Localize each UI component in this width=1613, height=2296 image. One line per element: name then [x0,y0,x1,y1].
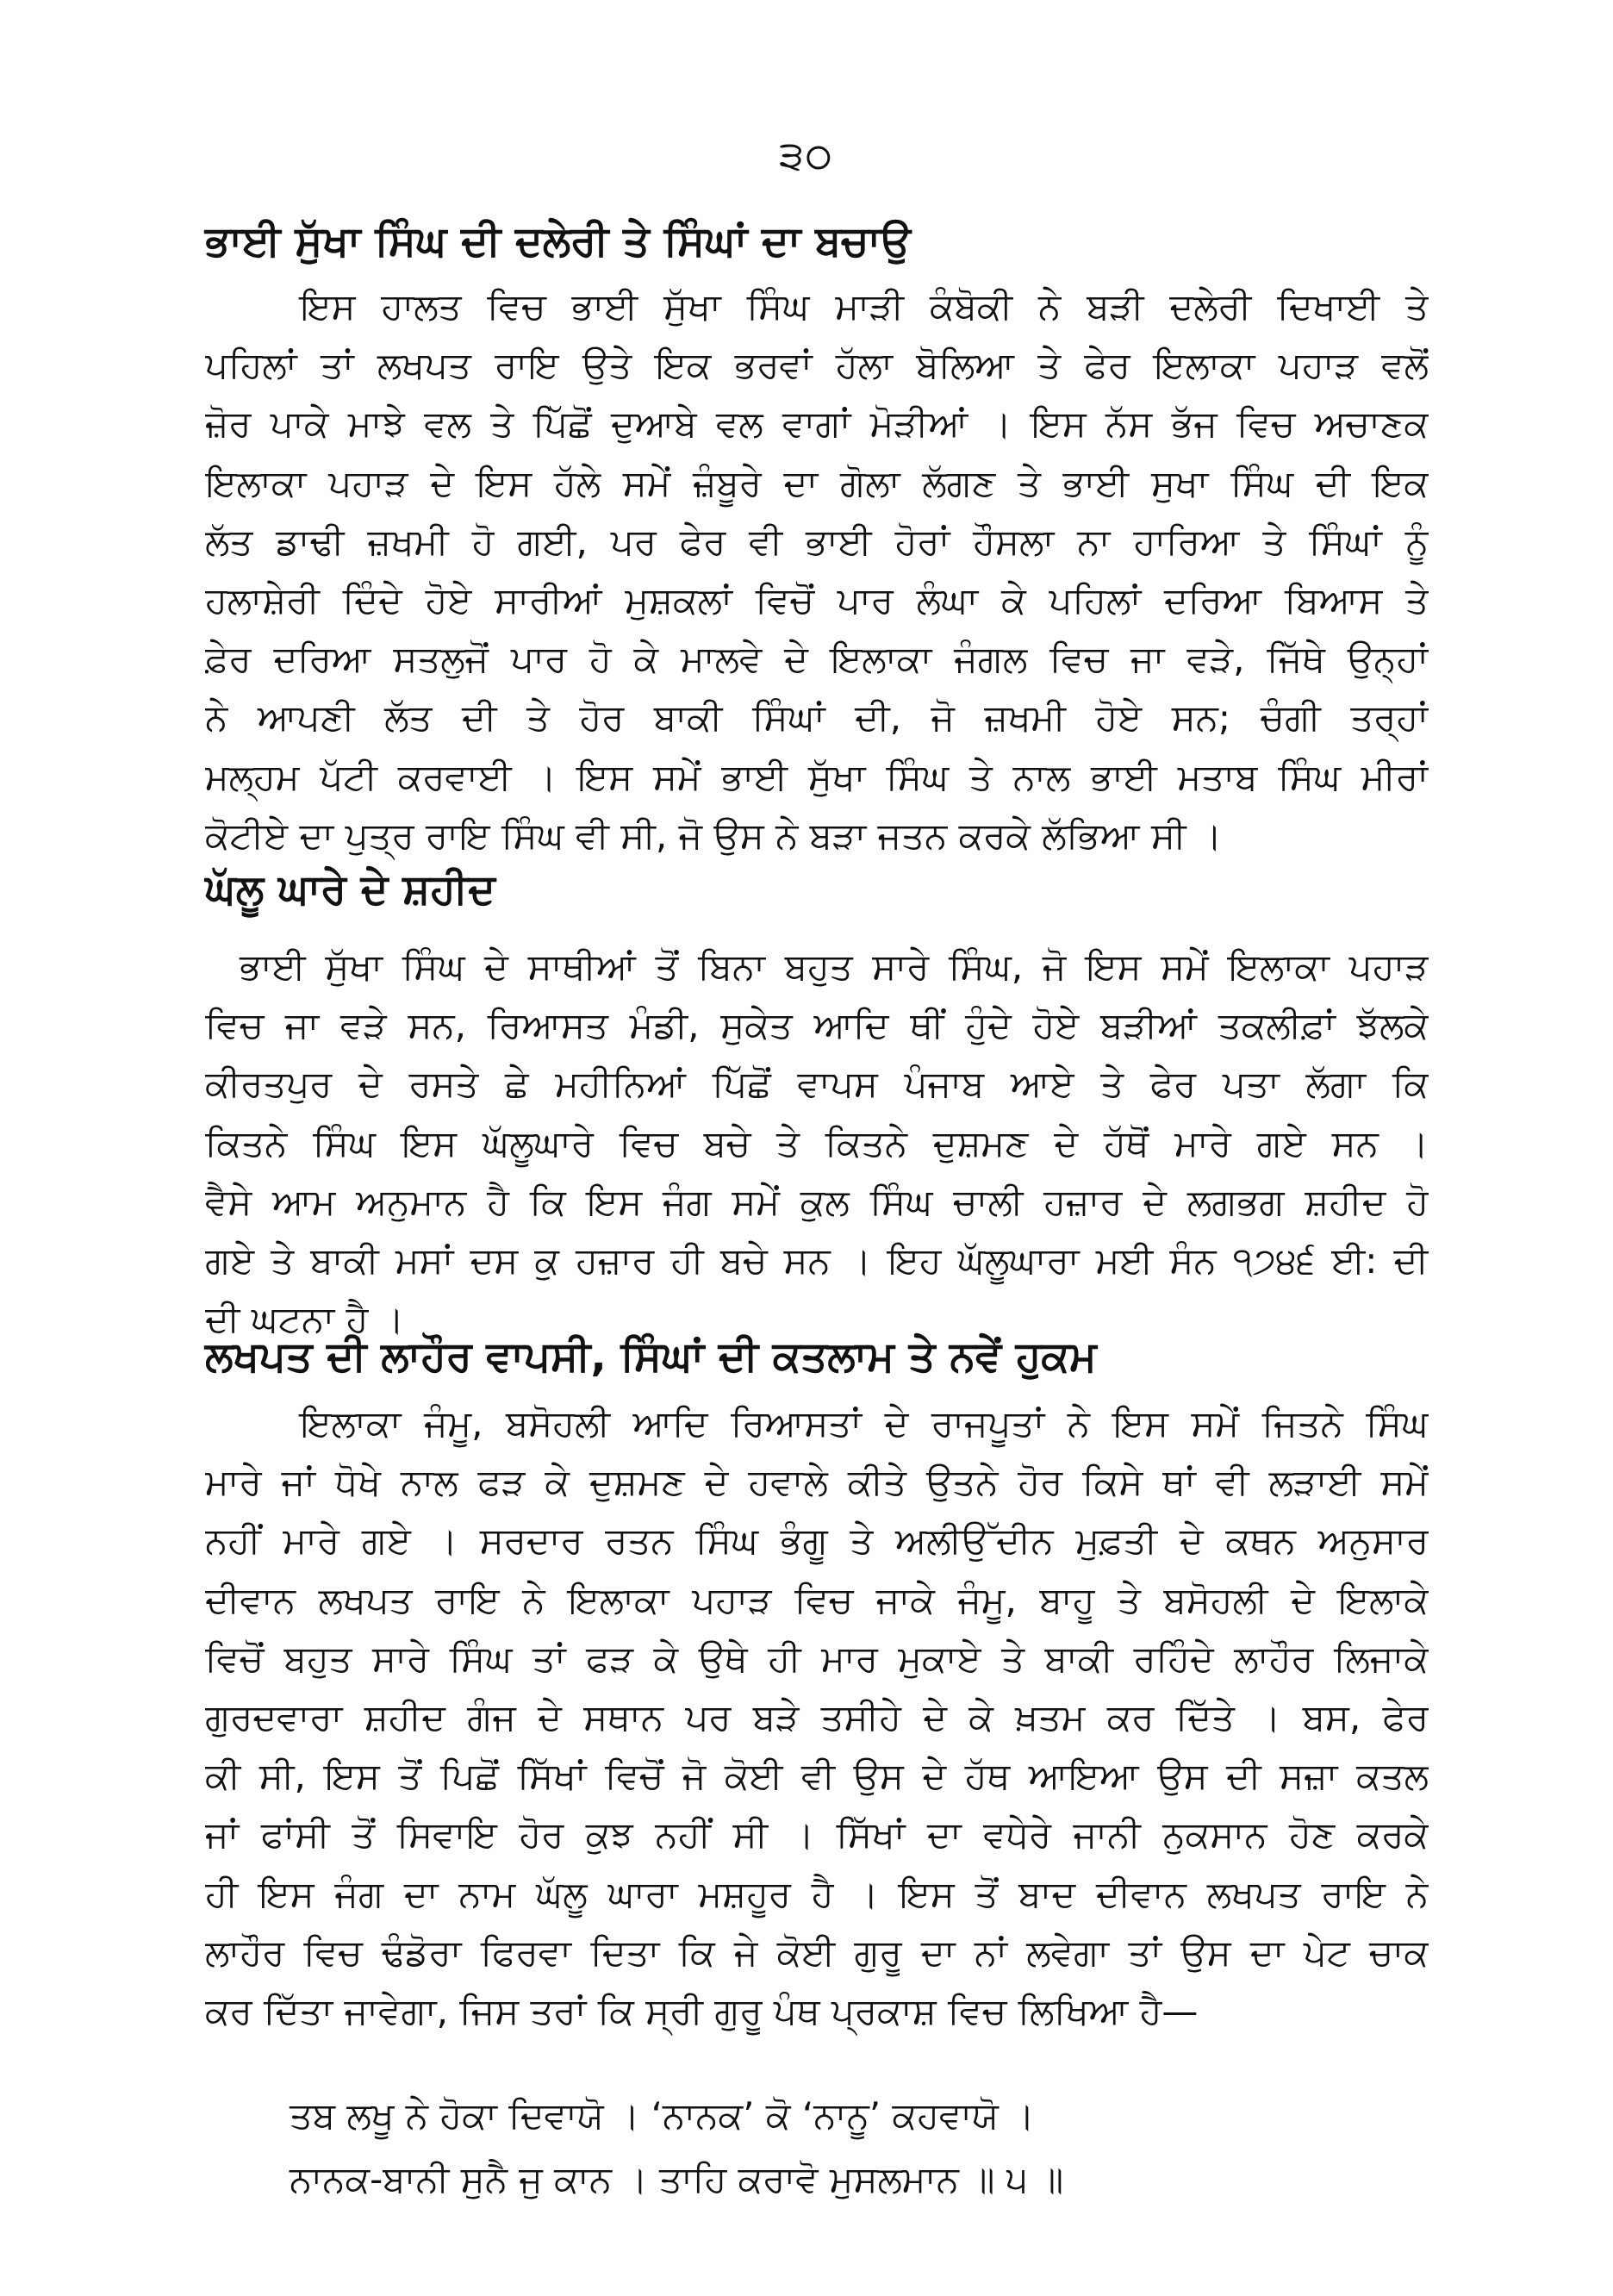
text-line: ਵਿਚ ਜਾ ਵੜੇ ਸਨ, ਰਿਆਸਤ ਮੰਡੀ, ਸੁਕੇਤ ਆਦਿ ਥੀਂ ਹੁੰਦੇ ਹੋਏ ਬੜੀਆਂ ਤਕਲੀਫ਼ਾਂ ਝੱਲਕੇ [205,1004,1429,1047]
paragraph-ghallughara-martyrs [205,938,1429,1349]
text-line: ਜਾਂ ਫਾਂਸੀ ਤੋਂ ਸਿਵਾਇ ਹੋਰ ਕੁਝ ਨਹੀਂ ਸੀ । ਸਿੱਖਾਂ ਦਾ ਵਧੇਰੇ ਜਾਨੀ ਨੁਕਸਾਨ ਹੋਣ ਕਰਕੇ [205,1813,1429,1856]
text-line: ਕੀ ਸੀ, ਇਸ ਤੋਂ ਪਿਛੋਂ ਸਿੱਖਾਂ ਵਿਚੋਂ ਜੋ ਕੋਈ ਵੀ ਉਸ ਦੇ ਹੱਥ ਆਇਆ ਉਸ ਦੀ ਸਜ਼ਾ ਕਤਲ [205,1755,1429,1798]
text-line: ਮਲ੍ਹਮ ਪੱਟੀ ਕਰਵਾਈ । ਇਸ ਸਮੇਂ ਭਾਈ ਸੁੱਖਾ ਸਿੰਘ ਤੇ ਨਾਲ ਭਾਈ ਮਤਾਬ ਸਿੰਘ ਮੀਰਾਂ [205,755,1429,798]
paragraph-sukha-singh [205,278,1429,865]
text-line: ਹੀ ਇਸ ਜੰਗ ਦਾ ਨਾਮ ਘੱਲੂ ਘਾਰਾ ਮਸ਼ਹੂਰ ਹੈ । ਇਸ ਤੋਂ ਬਾਦ ਦੀਵਾਨ ਲਖਪਤ ਰਾਇ ਨੇ [205,1872,1429,1915]
text-line: ਭਾਈ ਸੁੱਖਾ ਸਿੰਘ ਦੇ ਸਾਥੀਆਂ ਤੋਂ ਬਿਨਾ ਬਹੁਤ ਸਾਰੇ ਸਿੰਘ, ਜੋ ਇਸ ਸਮੇਂ ਇਲਾਕਾ ਪਹਾੜ [240,945,1429,988]
text-line: ਦੀ ਘਟਨਾ ਹੈ । [205,1298,405,1341]
verse-line: ਤਬ ਲਖੂ ਨੇ ਹੋਕਾ ਦਿਵਾਯੋ । ‘ਨਾਨਕ’ ਕੋ ‘ਨਾਨੂ’ ਕਹਵਾਯੋ । [290,2094,1035,2137]
text-line: ਲਾਹੌਰ ਵਿਚ ਢੰਡੋਰਾ ਫਿਰਵਾ ਦਿਤਾ ਕਿ ਜੇ ਕੋਈ ਗੁਰੂ ਦਾ ਨਾਂ ਲਵੇਗਾ ਤਾਂ ਉਸ ਦਾ ਪੇਟ ਚਾਕ [205,1931,1429,1974]
text-line: ਪਹਿਲਾਂ ਤਾਂ ਲਖਪਤ ਰਾਇ ਉਤੇ ਇਕ ਭਰਵਾਂ ਹੱਲਾ ਬੋਲਿਆ ਤੇ ਫੇਰ ਇਲਾਕਾ ਪਹਾੜ ਵਲੋਂ [205,344,1429,387]
text-line: ਵੈਸੇ ਆਮ ਅਨੁਮਾਨ ਹੈ ਕਿ ਇਸ ਜੰਗ ਸਮੇਂ ਕੁਲ ਸਿੰਘ ਚਾਲੀ ਹਜ਼ਾਰ ਦੇ ਲਗਭਗ ਸ਼ਹੀਦ ਹੋ [205,1180,1429,1223]
page-number: ੩੦ [779,132,834,178]
section-heading-lakhpat-return: ਲਖਪਤ ਦੀ ਲਾਹੌਰ ਵਾਪਸੀ, ਸਿੰਘਾਂ ਦੀ ਕਤਲਾਮ ਤੇ ਨਵੇਂ ਹੁਕਮ [205,1332,1097,1381]
text-line: ਕੋਟੀਏ ਦਾ ਪੁਤ੍ਰ ਰਾਇ ਸਿੰਘ ਵੀ ਸੀ, ਜੋ ਉਸ ਨੇ ਬੜਾ ਜਤਨ ਕਰਕੇ ਲੱਭਿਆ ਸੀ । [205,814,1223,857]
verse-line: ਨਾਨਕ-ਬਾਨੀ ਸੁਨੈ ਜੁ ਕਾਨ । ਤਾਹਿ ਕਰਾਵੋ ਮੁਸਲਮਾਨ ॥ ੫ ॥ [290,2158,1064,2200]
text-line: ਇਸ ਹਾਲਤ ਵਿਚ ਭਾਈ ਸੁੱਖਾ ਸਿੰਘ ਮਾੜੀ ਕੰਬੋਕੀ ਨੇ ਬੜੀ ਦਲੇਰੀ ਦਿਖਾਈ ਤੇ [300,285,1429,328]
text-line: ਦੀਵਾਨ ਲਖਪਤ ਰਾਇ ਨੇ ਇਲਾਕਾ ਪਹਾੜ ਵਿਚ ਜਾਕੇ ਜੰਮੂ, ਬਾਹੂ ਤੇ ਬਸੋਹਲੀ ਦੇ ਇਲਾਕੇ [205,1578,1429,1621]
text-line: ਵਿਚੋਂ ਬਹੁਤ ਸਾਰੇ ਸਿੰਘ ਤਾਂ ਫੜ ਕੇ ਉਥੇ ਹੀ ਮਾਰ ਮੁਕਾਏ ਤੇ ਬਾਕੀ ਰਹਿੰਦੇ ਲਾਹੌਰ ਲਿਜਾਕੇ [205,1637,1429,1680]
text-line: ਨੇ ਆਪਣੀ ਲੱਤ ਦੀ ਤੇ ਹੋਰ ਬਾਕੀ ਸਿੰਘਾਂ ਦੀ, ਜੋ ਜ਼ਖਮੀ ਹੋਏ ਸਨ; ਚੰਗੀ ਤਰ੍ਹਾਂ [205,696,1429,739]
text-line: ਹਲਾਸ਼ੇਰੀ ਦਿੰਦੇ ਹੋਏ ਸਾਰੀਆਂ ਮੁਸ਼ਕਲਾਂ ਵਿਚੋਂ ਪਾਰ ਲੰਘਾ ਕੇ ਪਹਿਲਾਂ ਦਰਿਆ ਬਿਆਸ ਤੇ [205,578,1429,621]
text-line: ਮਾਰੇ ਜਾਂ ਧੋਖੇ ਨਾਲ ਫੜ ਕੇ ਦੁਸ਼ਮਣ ਦੇ ਹਵਾਲੇ ਕੀਤੇ ਉਤਨੇ ਹੋਰ ਕਿਸੇ ਥਾਂ ਵੀ ਲੜਾਈ ਸਮੇਂ [205,1461,1429,1504]
text-line: ਇਲਾਕਾ ਜੰਮੂ, ਬਸੋਹਲੀ ਆਦਿ ਰਿਆਸਤਾਂ ਦੇ ਰਾਜਪੂਤਾਂ ਨੇ ਇਸ ਸਮੇਂ ਜਿਤਨੇ ਸਿੰਘ [300,1402,1429,1444]
text-line: ਕਿਤਨੇ ਸਿੰਘ ਇਸ ਘੱਲੂਘਾਰੇ ਵਿਚ ਬਚੇ ਤੇ ਕਿਤਨੇ ਦੁਸ਼ਮਣ ਦੇ ਹੱਥੋਂ ਮਾਰੇ ਗਏ ਸਨ । [205,1121,1429,1164]
text-line: ਕੀਰਤਪੁਰ ਦੇ ਰਸਤੇ ਛੇ ਮਹੀਨਿਆਂ ਪਿੱਛੋਂ ਵਾਪਸ ਪੰਜਾਬ ਆਏ ਤੇ ਫੇਰ ਪਤਾ ਲੱਗਾ ਕਿ [205,1063,1429,1106]
text-line: ਗਏ ਤੇ ਬਾਕੀ ਮਸਾਂ ਦਸ ਕੁ ਹਜ਼ਾਰ ਹੀ ਬਚੇ ਸਨ । ਇਹ ਘੱਲੂਘਾਰਾ ਮਈ ਸੰਨ ੧੭੪੬ ਈ: ਦੀ [205,1238,1429,1282]
text-line: ਲੱਤ ਡਾਢੀ ਜ਼ਖਮੀ ਹੋ ਗਈ, ਪਰ ਫੇਰ ਵੀ ਭਾਈ ਹੋਰਾਂ ਹੌਸਲਾ ਨਾ ਹਾਰਿਆ ਤੇ ਸਿੰਘਾਂ ਨੂੰ [205,520,1429,563]
verse-quotation [290,2084,1063,2212]
section-heading-sukha-singh: ਭਾਈ ਸੁੱਖਾ ਸਿੰਘ ਦੀ ਦਲੇਰੀ ਤੇ ਸਿੰਘਾਂ ਦਾ ਬਚਾਉ [205,217,911,265]
text-line: ਗੁਰਦਵਾਰਾ ਸ਼ਹੀਦ ਗੰਜ ਦੇ ਸਥਾਨ ਪਰ ਬੜੇ ਤਸੀਹੇ ਦੇ ਕੇ ਖ਼ਤਮ ਕਰ ਦਿੱਤੇ । ਬਸ, ਫੇਰ [205,1695,1429,1738]
text-line: ਕਰ ਦਿੱਤਾ ਜਾਵੇਗਾ, ਜਿਸ ਤਰਾਂ ਕਿ ਸ੍ਰੀ ਗੁਰੂ ਪੰਥ ਪ੍ਰਕਾਸ਼ ਵਿਚ ਲਿਖਿਆ ਹੈ— [205,1989,1199,2032]
paragraph-lakhpat-return [205,1394,1429,2041]
section-heading-ghallughara-martyrs: ਘੱਲੂ ਘਾਰੇ ਦੇ ਸ਼ਹੀਦ [205,865,495,914]
text-line: ਜ਼ੋਰ ਪਾਕੇ ਮਾਝੇ ਵਲ ਤੇ ਪਿੱਛੋਂ ਦੁਆਬੇ ਵਲ ਵਾਗਾਂ ਮੋੜੀਆਂ । ਇਸ ਨੱਸ ਭੱਜ ਵਿਚ ਅਚਾਣਕ [205,402,1429,446]
text-line: ਇਲਾਕਾ ਪਹਾੜ ਦੇ ਇਸ ਹੱਲੇ ਸਮੇਂ ਜ਼ੰਬੂਰੇ ਦਾ ਗੋਲਾ ਲੱਗਣ ਤੇ ਭਾਈ ਸੁਖਾ ਸਿੰਘ ਦੀ ਇਕ [205,461,1429,504]
text-line: ਨਹੀਂ ਮਾਰੇ ਗਏ । ਸਰਦਾਰ ਰਤਨ ਸਿੰਘ ਭੰਗੂ ਤੇ ਅਲੀਉੱਦੀਨ ਮੁਫ਼ਤੀ ਦੇ ਕਥਨ ਅਨੁਸਾਰ [205,1519,1429,1563]
text-line: ਫ਼ੇਰ ਦਰਿਆ ਸਤਲੁਜੋਂ ਪਾਰ ਹੋ ਕੇ ਮਾਲਵੇ ਦੇ ਇਲਾਕਾ ਜੰਗਲ ਵਿਚ ਜਾ ਵੜੇ, ਜਿੱਥੇ ਉਨ੍ਹਾਂ [205,638,1429,681]
